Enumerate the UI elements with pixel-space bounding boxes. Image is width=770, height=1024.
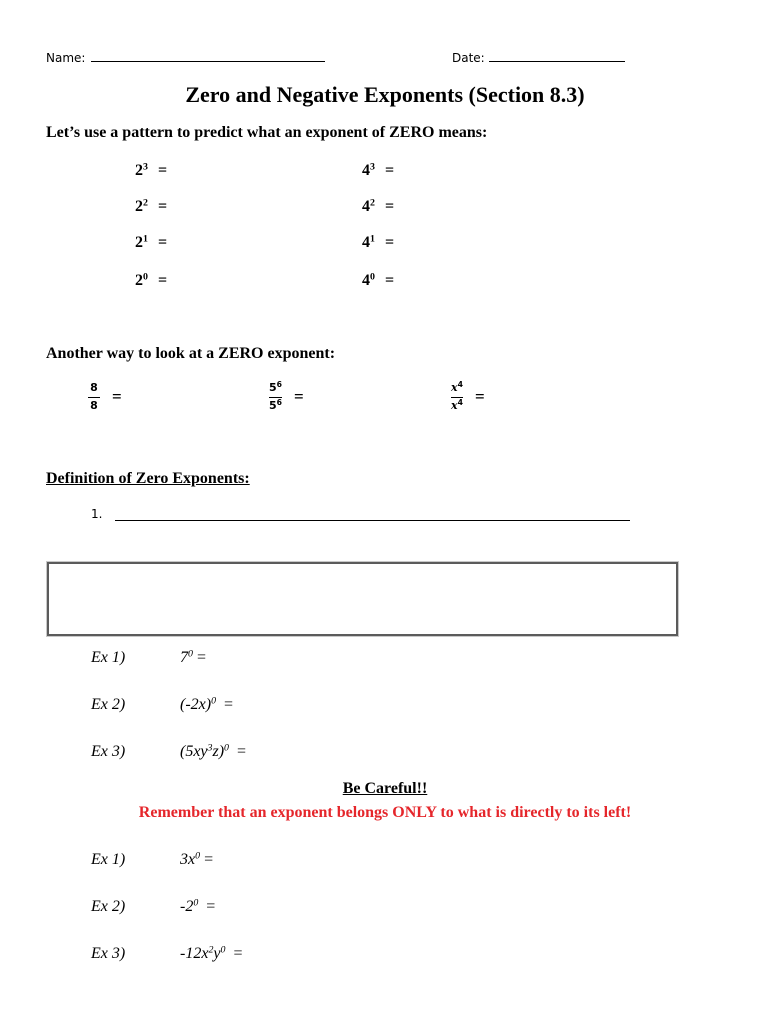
date-field-row [452, 48, 625, 65]
example-term: (-2x) [180, 696, 212, 713]
pattern-right-expression [362, 162, 394, 180]
be-careful-title: Be Careful!! [342, 780, 428, 797]
pattern-left-expression [135, 272, 167, 290]
pattern-left-expression [135, 198, 167, 216]
equals-sign: = [157, 162, 168, 179]
pattern-heading: Let’s use a pattern to predict what an exponent of ZERO means: [46, 124, 488, 141]
pattern-left-expression [135, 234, 167, 252]
another-way-heading: Another way to look at a ZERO exponent: [46, 345, 336, 362]
example-exponent: 0 [193, 897, 199, 909]
pattern-exponent: 0 [143, 271, 148, 283]
fraction [88, 382, 100, 412]
pattern-exponent: 0 [370, 271, 375, 283]
fraction [451, 382, 463, 412]
fraction-expression [451, 382, 485, 412]
fraction-expression [88, 382, 122, 412]
pattern-base: 2 [135, 198, 143, 215]
pattern-base: 2 [135, 234, 143, 251]
example-exponent: 0 [195, 850, 201, 862]
date-blank-line[interactable] [489, 48, 625, 62]
pattern-left-expression [135, 162, 167, 180]
fraction-numerator-base: x [451, 381, 458, 394]
example-term: y [213, 945, 221, 962]
fraction-numerator [269, 382, 282, 394]
example-expression [180, 743, 246, 761]
page-title: Zero and Negative Exponents (Section 8.3) [185, 82, 585, 107]
fraction-numerator-exponent: 4 [457, 380, 463, 390]
example-term: = [229, 743, 247, 760]
definition-answer-box[interactable] [47, 562, 678, 636]
name-label: Name: [46, 51, 86, 65]
pattern-exponent: 1 [143, 233, 148, 245]
name-blank-line[interactable] [91, 48, 325, 62]
fraction-numerator-exponent: 6 [276, 380, 283, 390]
example-term: (5xy [180, 743, 208, 760]
example-expression [180, 898, 215, 916]
equals-sign: = [294, 387, 304, 406]
fraction-bar [88, 397, 100, 398]
fraction-numerator-base: 5 [269, 381, 277, 394]
pattern-right-expression [362, 234, 394, 252]
pattern-right-expression [362, 198, 394, 216]
fraction-denominator [90, 400, 98, 412]
pattern-exponent: 2 [143, 197, 148, 209]
example-term: -2 [180, 898, 194, 915]
definition-heading: Definition of Zero Exponents: [46, 470, 250, 487]
example-term: z) [212, 743, 225, 760]
example-exponent: 0 [224, 742, 229, 754]
example-term: = [192, 649, 206, 666]
pattern-base: 4 [362, 162, 370, 179]
equals-sign: = [157, 234, 168, 251]
fraction-denominator-base: x [451, 399, 458, 412]
example-term: -12x [180, 945, 209, 962]
example-term: = [200, 851, 214, 868]
example-label: Ex 3) [91, 945, 126, 962]
equals-sign: = [112, 387, 122, 406]
example-exponent: 2 [208, 944, 214, 956]
fraction-expression [269, 382, 304, 412]
definition-item-number: 1. [91, 507, 103, 521]
example-label: Ex 3) [91, 743, 126, 760]
example-label: Ex 1) [91, 649, 126, 666]
example-expression [180, 649, 206, 667]
fraction-denominator [269, 400, 282, 412]
fraction-denominator-exponent: 4 [457, 398, 463, 408]
fraction-numerator [90, 382, 98, 394]
example-exponent: 0 [188, 648, 193, 660]
example-label: Ex 2) [91, 898, 126, 915]
fraction-denominator-exponent: 6 [276, 398, 283, 408]
pattern-base: 4 [362, 234, 370, 251]
pattern-base: 2 [135, 162, 143, 179]
pattern-exponent: 3 [143, 161, 148, 173]
fraction-numerator-base: 8 [90, 381, 98, 394]
example-exponent: 0 [220, 944, 226, 956]
example-label: Ex 2) [91, 696, 126, 713]
fraction-denominator [451, 400, 463, 412]
fraction-denominator-base: 5 [269, 399, 277, 412]
example-expression [180, 851, 213, 869]
definition-answer-line[interactable] [115, 520, 630, 521]
pattern-base: 2 [135, 272, 143, 289]
fraction-numerator [451, 382, 463, 394]
pattern-exponent: 3 [370, 161, 375, 173]
equals-sign: = [384, 234, 395, 251]
example-term: 7 [180, 649, 188, 666]
equals-sign: = [384, 198, 395, 215]
example-exponent: 0 [211, 695, 217, 707]
equals-sign: = [475, 387, 485, 406]
equals-sign: = [384, 272, 395, 289]
name-field-row [46, 48, 325, 65]
equals-sign: = [157, 198, 168, 215]
example-expression [180, 696, 233, 714]
example-term: 3x [180, 851, 196, 868]
equals-sign: = [384, 162, 395, 179]
example-expression [180, 945, 242, 963]
date-label: Date: [452, 51, 485, 65]
pattern-base: 4 [362, 272, 370, 289]
be-careful-note: Remember that an exponent belongs ONLY to what is directly to its left! [138, 804, 632, 821]
example-term: = [225, 945, 243, 962]
example-label: Ex 1) [91, 851, 126, 868]
example-exponent: 3 [207, 742, 213, 754]
example-term: = [216, 696, 234, 713]
pattern-right-expression [362, 272, 394, 290]
fraction-denominator-base: 8 [90, 399, 98, 412]
fraction [269, 382, 282, 412]
pattern-exponent: 2 [370, 197, 375, 209]
example-term: = [198, 898, 216, 915]
equals-sign: = [157, 272, 168, 289]
pattern-exponent: 1 [370, 233, 375, 245]
pattern-base: 4 [362, 198, 370, 215]
